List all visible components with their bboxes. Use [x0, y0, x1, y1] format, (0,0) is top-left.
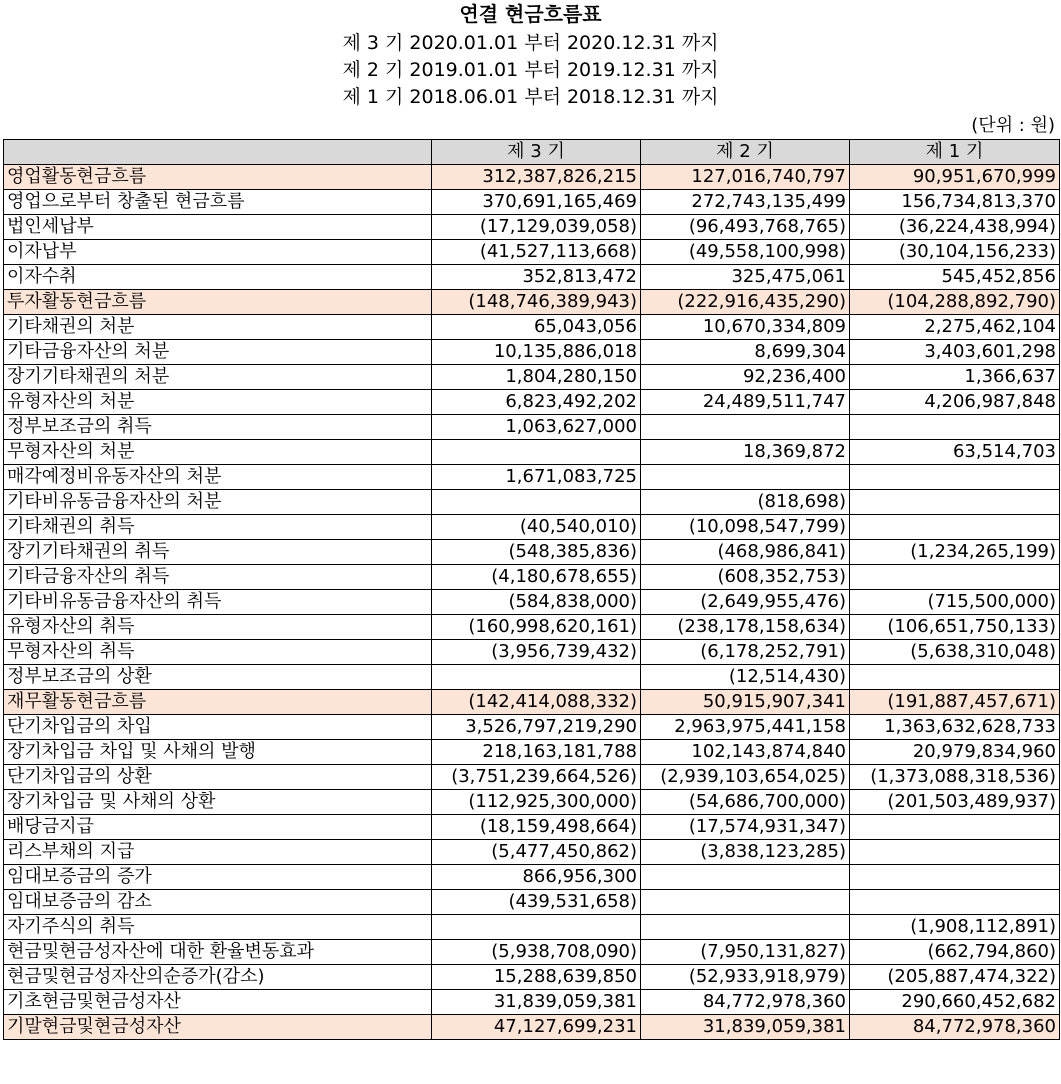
- value-cell-period-2: 10,670,334,809: [641, 315, 850, 340]
- value-cell-period-3: 1,063,627,000: [432, 415, 641, 440]
- row-label: 장기차입금 차입 및 사채의 발행: [4, 740, 432, 765]
- row-label: 기타채권의 처분: [4, 315, 432, 340]
- value-cell-period-3: 10,135,886,018: [432, 340, 641, 365]
- row-label: 무형자산의 처분: [4, 440, 432, 465]
- value-cell-period-3: 352,813,472: [432, 265, 641, 290]
- value-cell-period-3: [432, 915, 641, 940]
- value-cell-period-2: [641, 465, 850, 490]
- value-cell-period-1: (5,638,310,048): [850, 640, 1060, 665]
- value-cell-period-1: 4,206,987,848: [850, 390, 1060, 415]
- value-cell-period-2: 2,963,975,441,158: [641, 715, 850, 740]
- table-row: [4, 615, 1060, 640]
- value-cell-period-2: (52,933,918,979): [641, 965, 850, 990]
- row-label: 영업활동현금흐름: [4, 165, 432, 190]
- value-cell-period-1: (30,104,156,233): [850, 240, 1060, 265]
- value-cell-period-3: 6,823,492,202: [432, 390, 641, 415]
- value-cell-period-1: (191,887,457,671): [850, 690, 1060, 715]
- value-cell-period-2: (6,178,252,791): [641, 640, 850, 665]
- value-cell-period-2: 92,236,400: [641, 365, 850, 390]
- value-cell-period-2: (17,574,931,347): [641, 815, 850, 840]
- value-cell-period-1: 290,660,452,682: [850, 990, 1060, 1015]
- value-cell-period-1: [850, 890, 1060, 915]
- row-label: 무형자산의 취득: [4, 640, 432, 665]
- value-cell-period-3: 370,691,165,469: [432, 190, 641, 215]
- table-row: [4, 640, 1060, 665]
- row-label: 기타금융자산의 취득: [4, 565, 432, 590]
- value-cell-period-2: (468,986,841): [641, 540, 850, 565]
- value-cell-period-2: [641, 890, 850, 915]
- value-cell-period-1: [850, 665, 1060, 690]
- value-cell-period-1: (715,500,000): [850, 590, 1060, 615]
- table-row: [4, 815, 1060, 840]
- table-row: [4, 765, 1060, 790]
- value-cell-period-3: 1,804,280,150: [432, 365, 641, 390]
- value-cell-period-3: 47,127,699,231: [432, 1015, 641, 1040]
- value-cell-period-3: (439,531,658): [432, 890, 641, 915]
- table-row: [4, 440, 1060, 465]
- value-cell-period-3: (584,838,000): [432, 590, 641, 615]
- row-label: 법인세납부: [4, 215, 432, 240]
- value-cell-period-3: (41,527,113,668): [432, 240, 641, 265]
- table-row: [4, 215, 1060, 240]
- value-cell-period-2: 8,699,304: [641, 340, 850, 365]
- value-cell-period-2: (3,838,123,285): [641, 840, 850, 865]
- table-row: [4, 515, 1060, 540]
- value-cell-period-2: (10,098,547,799): [641, 515, 850, 540]
- table-row: [4, 790, 1060, 815]
- value-cell-period-3: (18,159,498,664): [432, 815, 641, 840]
- row-label: 이자납부: [4, 240, 432, 265]
- row-label: 이자수취: [4, 265, 432, 290]
- value-cell-period-1: 84,772,978,360: [850, 1015, 1060, 1040]
- period-line-3: 제 3 기 2020.01.01 부터 2020.12.31 까지: [342, 32, 719, 54]
- value-cell-period-2: 325,475,061: [641, 265, 850, 290]
- value-cell-period-3: (4,180,678,655): [432, 565, 641, 590]
- table-row: [4, 990, 1060, 1015]
- table-row: [4, 915, 1060, 940]
- value-cell-period-2: 18,369,872: [641, 440, 850, 465]
- row-label: 임대보증금의 증가: [4, 865, 432, 890]
- row-label: 유형자산의 처분: [4, 390, 432, 415]
- value-cell-period-1: [850, 515, 1060, 540]
- row-label: 영업으로부터 창출된 현금흐름: [4, 190, 432, 215]
- row-label: 장기차입금 및 사채의 상환: [4, 790, 432, 815]
- value-cell-period-2: 50,915,907,341: [641, 690, 850, 715]
- table-row: [4, 190, 1060, 215]
- row-label: 기타비유동금융자산의 처분: [4, 490, 432, 515]
- table-row: [4, 415, 1060, 440]
- value-cell-period-3: 31,839,059,381: [432, 990, 641, 1015]
- value-cell-period-2: (12,514,430): [641, 665, 850, 690]
- row-label: 현금및현금성자산의순증가(감소): [4, 965, 432, 990]
- table-row: [4, 490, 1060, 515]
- value-cell-period-1: 63,514,703: [850, 440, 1060, 465]
- value-cell-period-3: 866,956,300: [432, 865, 641, 890]
- cash-flow-table: [3, 139, 1060, 1040]
- value-cell-period-1: 1,366,637: [850, 365, 1060, 390]
- header-cell-period-3: 제 3 기: [432, 140, 641, 165]
- value-cell-period-2: (2,649,955,476): [641, 590, 850, 615]
- value-cell-period-1: 1,363,632,628,733: [850, 715, 1060, 740]
- table-row: [4, 315, 1060, 340]
- value-cell-period-2: 272,743,135,499: [641, 190, 850, 215]
- header-cell-period-2: 제 2 기: [641, 140, 850, 165]
- value-cell-period-3: 312,387,826,215: [432, 165, 641, 190]
- row-label: 정부보조금의 취득: [4, 415, 432, 440]
- value-cell-period-1: (205,887,474,322): [850, 965, 1060, 990]
- value-cell-period-1: (201,503,489,937): [850, 790, 1060, 815]
- table-row: [4, 540, 1060, 565]
- table-row: [4, 865, 1060, 890]
- value-cell-period-1: (1,908,112,891): [850, 915, 1060, 940]
- value-cell-period-2: (608,352,753): [641, 565, 850, 590]
- table-row: [4, 740, 1060, 765]
- value-cell-period-2: [641, 915, 850, 940]
- table-row: [4, 940, 1060, 965]
- value-cell-period-3: (3,751,239,664,526): [432, 765, 641, 790]
- value-cell-period-1: [850, 865, 1060, 890]
- value-cell-period-2: (2,939,103,654,025): [641, 765, 850, 790]
- value-cell-period-2: (49,558,100,998): [641, 240, 850, 265]
- value-cell-period-1: 90,951,670,999: [850, 165, 1060, 190]
- value-cell-period-1: (104,288,892,790): [850, 290, 1060, 315]
- value-cell-period-1: [850, 415, 1060, 440]
- value-cell-period-2: 31,839,059,381: [641, 1015, 850, 1040]
- statement-title: 연결 현금흐름표: [459, 2, 602, 26]
- value-cell-period-2: (238,178,158,634): [641, 615, 850, 640]
- value-cell-period-3: (142,414,088,332): [432, 690, 641, 715]
- header-cell-period-1: 제 1 기: [850, 140, 1060, 165]
- value-cell-period-3: 218,163,181,788: [432, 740, 641, 765]
- value-cell-period-2: 24,489,511,747: [641, 390, 850, 415]
- row-label: 기초현금및현금성자산: [4, 990, 432, 1015]
- row-label: 자기주식의 취득: [4, 915, 432, 940]
- value-cell-period-2: (96,493,768,765): [641, 215, 850, 240]
- value-cell-period-3: (5,938,708,090): [432, 940, 641, 965]
- value-cell-period-2: (7,950,131,827): [641, 940, 850, 965]
- period-line-2: 제 2 기 2019.01.01 부터 2019.12.31 까지: [342, 59, 719, 81]
- value-cell-period-1: [850, 815, 1060, 840]
- value-cell-period-1: 3,403,601,298: [850, 340, 1060, 365]
- table-row: [4, 965, 1060, 990]
- section-row: [4, 690, 1060, 715]
- table-body: [4, 165, 1060, 1040]
- value-cell-period-3: (40,540,010): [432, 515, 641, 540]
- row-label: 투자활동현금흐름: [4, 290, 432, 315]
- row-label: 매각예정비유동자산의 처분: [4, 465, 432, 490]
- row-label: 정부보조금의 상환: [4, 665, 432, 690]
- value-cell-period-3: 15,288,639,850: [432, 965, 641, 990]
- section-row: [4, 1015, 1060, 1040]
- value-cell-period-2: 84,772,978,360: [641, 990, 850, 1015]
- value-cell-period-3: (160,998,620,161): [432, 615, 641, 640]
- row-label: 장기기타채권의 처분: [4, 365, 432, 390]
- value-cell-period-3: [432, 665, 641, 690]
- value-cell-period-3: (17,129,039,058): [432, 215, 641, 240]
- table-row: [4, 840, 1060, 865]
- value-cell-period-3: [432, 490, 641, 515]
- row-label: 리스부채의 지급: [4, 840, 432, 865]
- row-label: 기타채권의 취득: [4, 515, 432, 540]
- value-cell-period-1: 156,734,813,370: [850, 190, 1060, 215]
- row-label: 유형자산의 취득: [4, 615, 432, 640]
- section-row: [4, 290, 1060, 315]
- value-cell-period-3: (3,956,739,432): [432, 640, 641, 665]
- value-cell-period-1: (36,224,438,994): [850, 215, 1060, 240]
- value-cell-period-1: 545,452,856: [850, 265, 1060, 290]
- value-cell-period-3: 1,671,083,725: [432, 465, 641, 490]
- section-row: [4, 165, 1060, 190]
- row-label: 장기기타채권의 취득: [4, 540, 432, 565]
- table-row: [4, 465, 1060, 490]
- table-row: [4, 890, 1060, 915]
- value-cell-period-3: 65,043,056: [432, 315, 641, 340]
- row-label: 기타비유동금융자산의 취득: [4, 590, 432, 615]
- value-cell-period-1: (1,373,088,318,536): [850, 765, 1060, 790]
- table-row: [4, 240, 1060, 265]
- value-cell-period-3: 3,526,797,219,290: [432, 715, 641, 740]
- row-label: 단기차입금의 차입: [4, 715, 432, 740]
- table-row: [4, 265, 1060, 290]
- table-row: [4, 390, 1060, 415]
- value-cell-period-2: [641, 415, 850, 440]
- table-row: [4, 590, 1060, 615]
- value-cell-period-2: (222,916,435,290): [641, 290, 850, 315]
- period-line-1: 제 1 기 2018.06.01 부터 2018.12.31 까지: [342, 86, 719, 108]
- value-cell-period-2: (54,686,700,000): [641, 790, 850, 815]
- unit-label: (단위 : 원): [971, 115, 1055, 136]
- value-cell-period-1: (106,651,750,133): [850, 615, 1060, 640]
- row-label: 단기차입금의 상환: [4, 765, 432, 790]
- table-row: [4, 565, 1060, 590]
- row-label: 재무활동현금흐름: [4, 690, 432, 715]
- row-label: 기말현금및현금성자산: [4, 1015, 432, 1040]
- value-cell-period-2: 127,016,740,797: [641, 165, 850, 190]
- value-cell-period-3: [432, 440, 641, 465]
- value-cell-period-1: [850, 465, 1060, 490]
- value-cell-period-2: 102,143,874,840: [641, 740, 850, 765]
- table-row: [4, 340, 1060, 365]
- value-cell-period-3: (112,925,300,000): [432, 790, 641, 815]
- value-cell-period-1: (662,794,860): [850, 940, 1060, 965]
- table-row: [4, 365, 1060, 390]
- row-label: 현금및현금성자산에 대한 환율변동효과: [4, 940, 432, 965]
- value-cell-period-1: [850, 490, 1060, 515]
- header-row: [4, 140, 1060, 165]
- value-cell-period-1: 20,979,834,960: [850, 740, 1060, 765]
- header-cell-label: [4, 140, 432, 165]
- value-cell-period-3: (148,746,389,943): [432, 290, 641, 315]
- row-label: 임대보증금의 감소: [4, 890, 432, 915]
- table-row: [4, 665, 1060, 690]
- row-label: 기타금융자산의 처분: [4, 340, 432, 365]
- table-row: [4, 715, 1060, 740]
- value-cell-period-3: (5,477,450,862): [432, 840, 641, 865]
- row-label: 배당금지급: [4, 815, 432, 840]
- value-cell-period-1: [850, 840, 1060, 865]
- value-cell-period-2: (818,698): [641, 490, 850, 515]
- value-cell-period-1: 2,275,462,104: [850, 315, 1060, 340]
- value-cell-period-3: (548,385,836): [432, 540, 641, 565]
- value-cell-period-1: (1,234,265,199): [850, 540, 1060, 565]
- value-cell-period-1: [850, 565, 1060, 590]
- value-cell-period-2: [641, 865, 850, 890]
